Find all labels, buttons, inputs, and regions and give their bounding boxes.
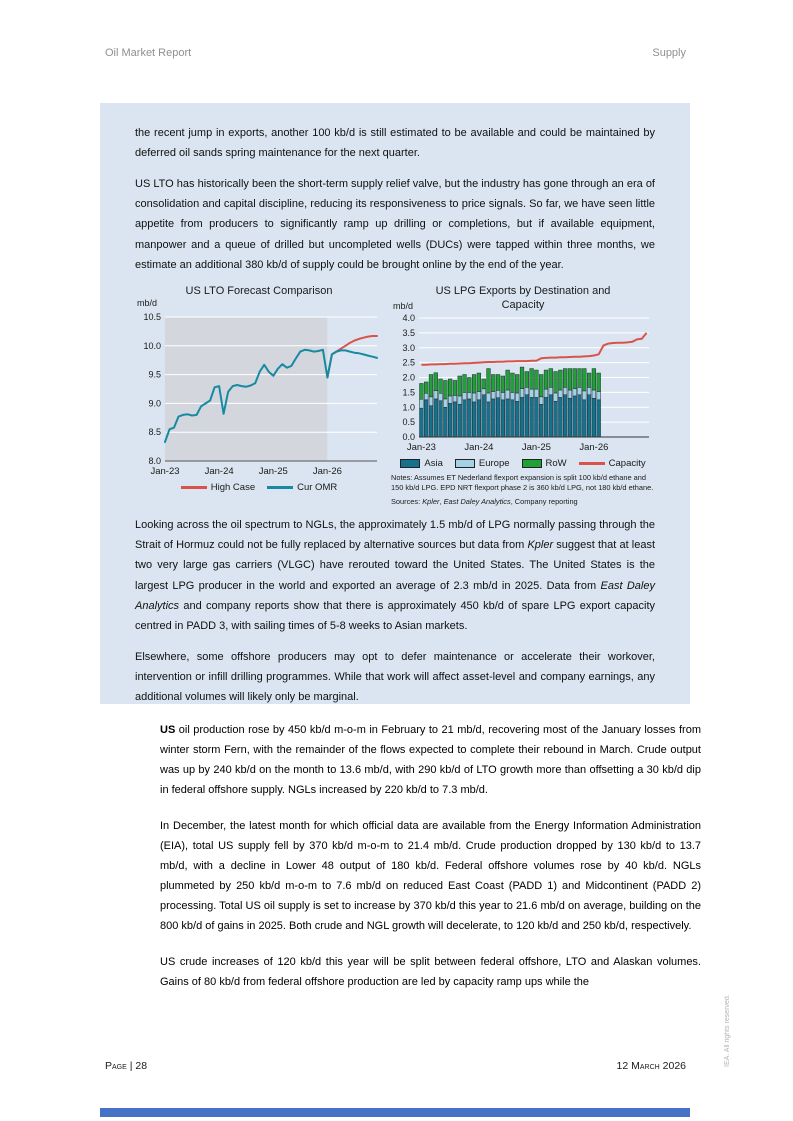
text-segment: East Daley Analytics [443,496,511,506]
chart-legend [391,458,655,469]
svg-text:9.0: 9.0 [148,397,161,408]
svg-text:Jan-25: Jan-25 [258,465,288,477]
svg-text:9.5: 9.5 [148,369,161,380]
legend-item-row [522,458,567,469]
legend-color-swatch [522,459,542,468]
box-paragraph [135,515,655,637]
svg-text:2.0: 2.0 [402,372,415,383]
text-segment: In December, the latest month for which official data are available from the Energy Information Administration (EIA), total US supply fell by 370 kb/d m-o-m to 21.4 mb/d. Crude production dropped by 130 kb/d to 13.7 mb/d, with a decline in Lower 48 output of 180 kb/d. Federal offshore volumes rose by 40 kb/d. NGLs plummeted by 250 kb/d m-o-m to 7.6 mb/d on reduced East Coast (PADD 1) and Midcontinent (PADD 2) processing. Total US oil supply is set to increase by 370 kb/d this year to 21.6 mb/d on average, building on the 800 kb/d of gains in 2025. Both crude and NGL growth will decelerate, to 120 kb/d and 250 kb/d, respectively. [160,820,701,933]
legend-label: High Case [210,481,256,493]
text-segment: , [439,496,444,506]
legend-label: RoW [545,457,567,469]
text-segment: and company reports show that there is approximately 450 kb/d of spare LPG export capacity centred in PADD 3, with sailing times of 5-8 weeks to Asian markets. [135,599,655,633]
body-text [160,720,701,1008]
page-footer [105,1060,686,1072]
text-segment: Elsewhere, some offshore producers may opt to defer maintenance or accelerate their workover, intervention or infill drilling programmes. While that work will affect asset-level and company earnings, any additional volumes will likely only be marginal. [135,650,655,704]
svg-text:10.0: 10.0 [143,340,161,351]
text-segment: Sources: [391,496,423,506]
svg-text:3.0: 3.0 [402,342,415,353]
body-paragraph [160,720,701,800]
page-number: Page | 28 [105,1060,148,1072]
footer-date: 12 March 2026 [616,1060,686,1072]
svg-text:Jan-23: Jan-23 [150,465,180,477]
svg-text:8.0: 8.0 [148,455,161,466]
history-shaded-region [165,317,327,461]
legend-label: Cur OMR [297,481,338,493]
x-axis-tick-labels [150,466,341,477]
svg-text:Jan-23: Jan-23 [406,441,436,453]
x-axis-tick-labels [407,442,609,453]
y-axis-unit-label: mb/d [393,301,414,312]
legend-item-capacity [579,458,646,469]
text-segment: suggest that at least two very large gas carriers (VLGC) have rerouted toward the United States. The United States is the largest LPG producer in the world and exported an average of 2.3 mb/d in 2025. Data from [135,538,655,592]
svg-text:Jan-26: Jan-26 [579,441,609,453]
legend-line-swatch [579,462,605,465]
lpg-exports-stacked-bar-chart [391,313,655,457]
page-header [105,47,686,59]
svg-text:Jan-24: Jan-24 [464,441,494,453]
svg-text:Jan-25: Jan-25 [521,441,551,453]
svg-text:3.5: 3.5 [402,327,415,338]
text-segment: US LTO has historically been the short-term supply relief valve, but the industry has gone through an era of consolidation and capital discipline, reducing its responsiveness to price signals. So far, we have seen little appetite from producers to significantly ramp up drilling or completions, but if available equipment, manpower and a queue of drilled but uncompleted wells (DUCs) were tapped within three months, we estimate an additional 380 kb/d of supply could be brought online by the end of the year. [135,177,655,272]
copyright-side-note: IEA. All rights reserved. [724,994,731,1067]
svg-text:Jan-26: Jan-26 [312,465,342,477]
svg-text:8.5: 8.5 [148,426,161,437]
highlight-box [100,103,690,704]
legend-line-swatch [267,486,293,489]
chart-sources [391,497,655,507]
body-paragraph [160,816,701,936]
text-segment: East Daley Analytics [135,579,655,612]
box-paragraph [135,123,655,164]
svg-text:4.0: 4.0 [402,312,415,323]
chart-title: US LPG Exports by Destination and Capacity [435,285,611,311]
bottom-accent-bar [100,1108,690,1117]
charts-row [135,285,655,506]
legend-item-europe [455,458,510,469]
legend-label: Asia [424,457,443,469]
legend-color-swatch [455,459,475,468]
text-segment: the recent jump in exports, another 100 kb/d is still estimated to be available and could be maintained by deferred oil sands spring maintenance for the next quarter. [135,127,655,160]
chart-notes [391,473,655,493]
lto-forecast-line-chart [135,311,383,481]
text-segment: Kpler [527,538,554,551]
legend-item-cur-omr [267,482,337,493]
text-segment: US crude increases of 120 kb/d this year will be split between federal offshore, LTO and Alaskan volumes. Gains of 80 kb/d from federal offshore production are led by capacity ramp ups while the [160,956,701,989]
header-report-title: Oil Market Report [105,47,192,59]
series-line-capacity [421,333,646,365]
svg-text:1.5: 1.5 [402,387,415,398]
box-paragraph [135,647,655,704]
svg-text:1.0: 1.0 [402,402,415,413]
text-segment: , Company reporting [510,496,578,506]
legend-line-swatch [181,486,207,489]
y-axis-tick-labels [402,313,415,442]
y-axis-unit-label: mb/d [137,298,158,309]
header-section-label: Supply [652,47,686,59]
text-segment: Looking across the oil spectrum to NGLs, the approximately 1.5 mb/d of LPG normally passing through the Strait of Hormuz could not be fully replaced by alternative sources but data from [135,518,655,551]
body-paragraph [160,952,701,992]
svg-text:0.0: 0.0 [402,431,415,442]
text-segment: US [160,724,176,736]
box-paragraph [135,174,655,276]
y-axis-tick-labels [143,312,161,466]
legend-label: Europe [478,457,510,469]
chart-title: US LTO Forecast Comparison [185,285,333,298]
svg-text:10.5: 10.5 [143,311,161,322]
chart-legend [135,482,383,493]
legend-item-asia [400,458,442,469]
legend-item-high-case [181,482,255,493]
chart-us-lpg-exports [391,285,655,506]
text-segment: oil production rose by 450 kb/d m-o-m in February to 21 mb/d, recovering most of the January losses from winter storm Fern, with the remainder of the flows expected to complete their rebound in March. Crude output was up by 240 kb/d on the month to 13.6 mb/d, with 290 kb/d of LTO growth more than offsetting a 30 kb/d dip in federal offshore supply. NGLs increased by 220 kb/d to 7.3 mb/d. [160,724,701,797]
text-segment: Kpler [422,496,440,506]
svg-text:0.5: 0.5 [402,416,415,427]
svg-text:2.5: 2.5 [402,357,415,368]
svg-text:Jan-24: Jan-24 [204,465,234,477]
chart-us-lto-forecast [135,285,383,506]
legend-label: Capacity [608,457,646,469]
text-segment: Notes: Assumes ET Nederland flexport expansion is split 100 kb/d ethane and 150 kb/d LPG. EPD NRT flexport phase 2 is 360 kb/d LPG, not 180 kb/d ethane. [391,472,654,492]
legend-color-swatch [400,459,420,468]
